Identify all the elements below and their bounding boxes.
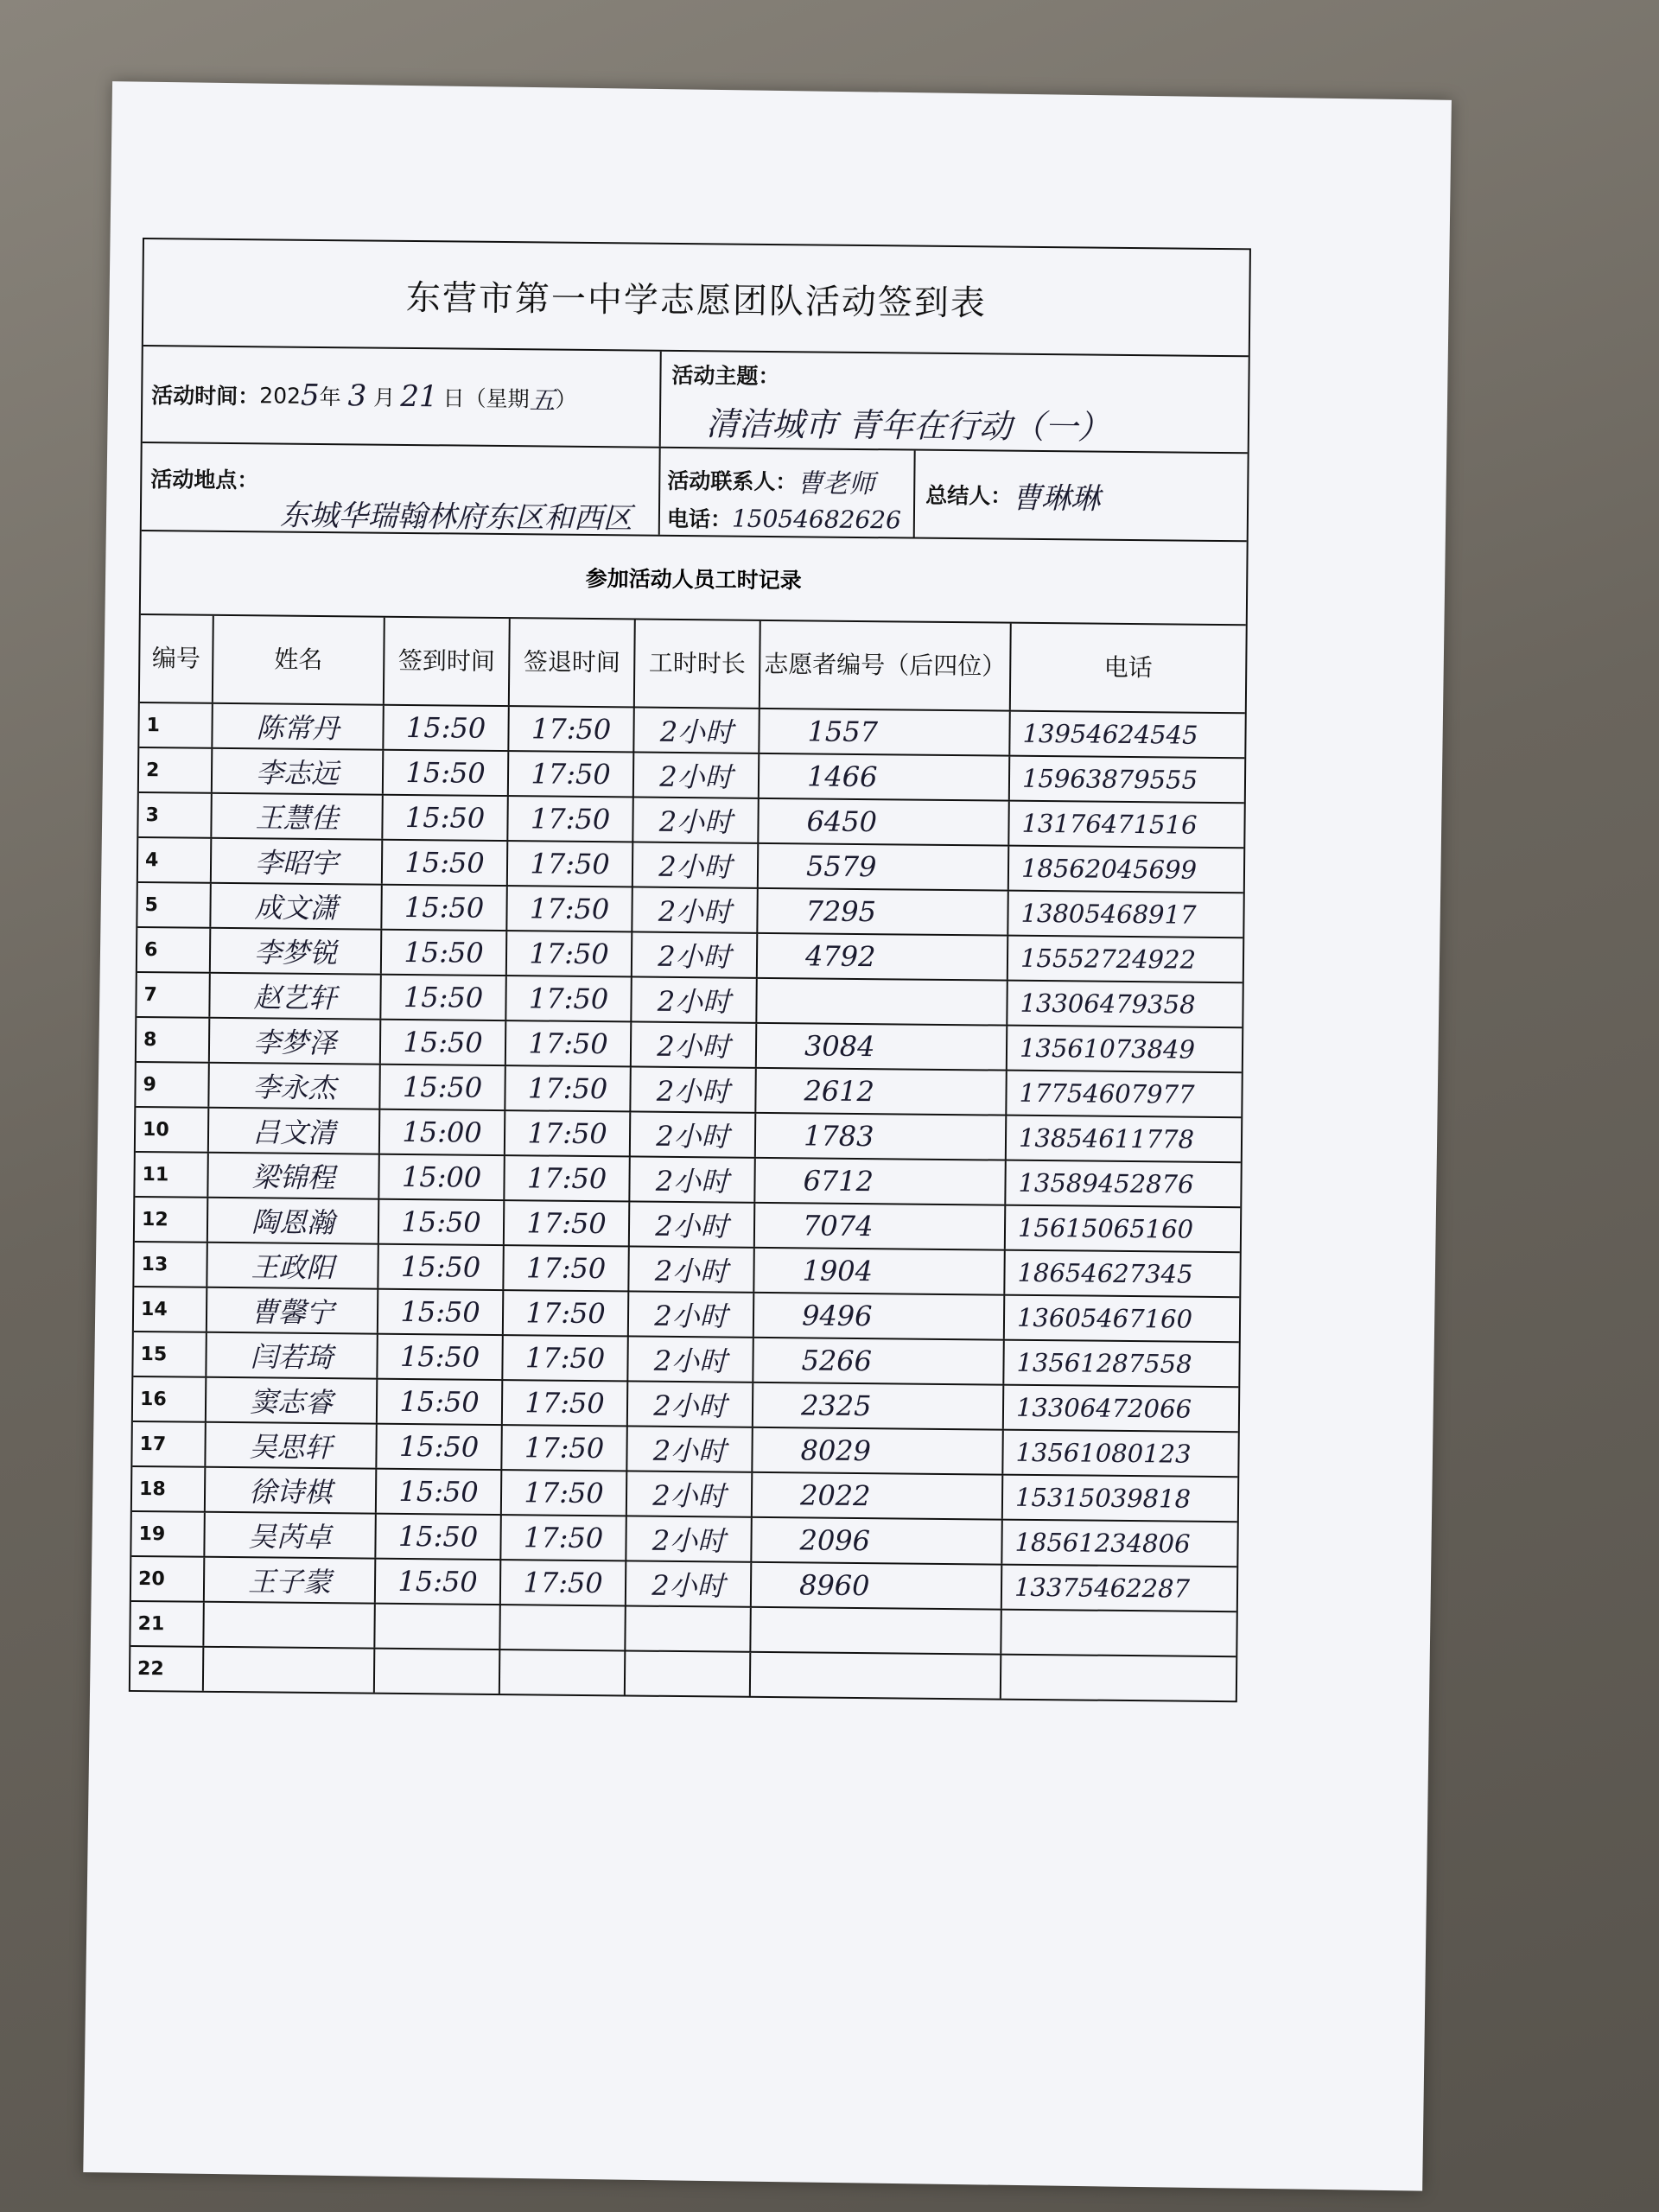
activity-location-cell	[142, 443, 661, 535]
year-suffix: 年	[319, 384, 341, 410]
cell-vid: 6712	[755, 1159, 1006, 1205]
cell-out: 17:50	[505, 1156, 630, 1200]
table-header	[140, 615, 1246, 714]
cell-no: 13	[134, 1243, 207, 1287]
cell-hours: 2小时	[627, 1427, 753, 1471]
cell-no: 9	[136, 1063, 209, 1107]
cell-in: 15:50	[377, 1470, 502, 1514]
cell-out: 17:50	[505, 1201, 630, 1245]
cell-no: 14	[134, 1287, 207, 1332]
cell-name: 徐诗棋	[206, 1468, 377, 1513]
cell-name: 李梦泽	[210, 1019, 381, 1064]
col-header-no: 编号	[140, 615, 214, 702]
cell-tel: 15315039818	[1014, 1482, 1192, 1514]
cell-tel	[1001, 1611, 1236, 1656]
cell-in: 15:50	[376, 1560, 501, 1604]
cell-vid: 5266	[753, 1338, 1004, 1384]
cell-vid: 8960	[752, 1563, 1002, 1609]
activity-summary-cell	[915, 451, 1248, 541]
cell-name: 王慧佳	[212, 794, 383, 839]
cell-no: 17	[132, 1422, 206, 1466]
cell-tel: 13854611778	[1018, 1122, 1195, 1154]
cell-tel: 13176471516	[1021, 808, 1198, 840]
cell-hours: 2小时	[633, 798, 759, 842]
cell-name: 李梦锐	[211, 929, 382, 974]
cell-no: 20	[131, 1557, 205, 1601]
cell-vid	[757, 979, 1007, 1025]
cell-hours: 2小时	[631, 1067, 756, 1111]
cell-out	[500, 1650, 626, 1694]
cell-name: 赵艺轩	[210, 974, 381, 1019]
activity-theme-value: 清洁城市 青年在行动（一）	[705, 404, 1111, 447]
cell-hours	[626, 1606, 751, 1650]
cell-out: 17:50	[507, 887, 632, 931]
cell-out: 17:50	[507, 931, 632, 976]
cell-out: 17:50	[503, 1381, 628, 1425]
sign-in-form	[129, 238, 1251, 1702]
month-suffix: 月	[373, 385, 396, 410]
cell-out: 17:50	[505, 1066, 631, 1110]
cell-out: 17:50	[505, 1111, 631, 1155]
section-title: 参加活动人员工时记录	[141, 531, 1247, 626]
cell-vid: 8029	[753, 1428, 1003, 1474]
cell-vid	[751, 1608, 1001, 1654]
cell-hours	[626, 1651, 751, 1695]
cell-tel: 15615065160	[1017, 1212, 1194, 1244]
cell-name: 成文潇	[211, 884, 382, 929]
cell-out: 17:50	[508, 842, 633, 886]
cell-tel: 13805468917	[1020, 898, 1197, 930]
cell-out: 17:50	[509, 752, 634, 796]
cell-vid: 5579	[759, 844, 1009, 890]
cell-no: 2	[139, 748, 213, 792]
cell-no: 16	[133, 1377, 207, 1421]
cell-in: 15:50	[379, 1200, 505, 1244]
cell-vid: 4792	[758, 934, 1008, 980]
cell-hours: 2小时	[632, 887, 758, 931]
cell-in: 15:50	[378, 1335, 503, 1379]
cell-in: 15:00	[380, 1110, 505, 1154]
cell-vid: 6450	[759, 799, 1009, 845]
cell-out: 17:50	[509, 707, 634, 751]
cell-hours: 2小时	[629, 1292, 754, 1336]
activity-phone-label: 电话：	[666, 505, 733, 532]
cell-name: 陈常丹	[213, 704, 384, 749]
cell-hours: 2小时	[632, 932, 758, 976]
cell-tel: 13375462287	[1014, 1572, 1191, 1604]
cell-name: 李志远	[213, 749, 384, 794]
cell-tel: 18561234806	[1014, 1527, 1191, 1559]
cell-no: 10	[136, 1108, 209, 1152]
cell-out: 17:50	[501, 1516, 626, 1560]
cell-tel: 18654627345	[1017, 1257, 1193, 1289]
activity-contact-value: 曹老师	[797, 468, 875, 500]
cell-tel: 17754607977	[1019, 1077, 1195, 1109]
cell-in: 15:00	[379, 1155, 505, 1199]
cell-in: 15:50	[380, 1065, 505, 1109]
cell-hours: 2小时	[626, 1516, 752, 1560]
cell-out: 17:50	[504, 1246, 629, 1290]
cell-tel: 13306479358	[1020, 988, 1196, 1020]
cell-no: 5	[137, 883, 211, 927]
activity-summary-label: 总结人：	[925, 482, 1013, 509]
cell-hours: 2小时	[631, 1112, 756, 1156]
cell-name: 窦志睿	[207, 1378, 378, 1423]
cell-no: 18	[132, 1467, 206, 1511]
activity-time-year: 5	[300, 378, 320, 413]
info-row-time-theme	[143, 346, 1249, 454]
activity-contact-cell	[660, 448, 916, 537]
cell-hours: 2小时	[634, 753, 760, 797]
col-header-sign-out: 签退时间	[510, 619, 636, 706]
cell-in: 15:50	[383, 841, 508, 885]
cell-name: 李昭宇	[212, 839, 383, 884]
cell-in: 15:50	[384, 706, 509, 750]
cell-tel: 13561287558	[1016, 1347, 1192, 1379]
activity-phone-value: 15054682626	[731, 504, 902, 534]
cell-hours: 2小时	[632, 977, 757, 1021]
cell-no: 3	[138, 793, 212, 837]
cell-no: 21	[130, 1602, 204, 1646]
col-header-hours: 工时时长	[635, 620, 761, 707]
activity-time-cell	[143, 346, 662, 447]
cell-hours: 2小时	[628, 1337, 753, 1381]
table-body	[130, 703, 1245, 1700]
cell-in: 15:50	[382, 931, 507, 975]
day-suffix: 日（星期	[442, 385, 530, 412]
cell-in: 15:50	[382, 886, 507, 930]
cell-hours: 2小时	[634, 708, 760, 752]
activity-theme-cell	[661, 352, 1249, 453]
cell-in: 15:50	[376, 1515, 501, 1559]
activity-time-month: 3	[347, 378, 367, 414]
activity-summary-value: 曹琳琳	[1011, 480, 1101, 517]
cell-name: 梁锦程	[208, 1154, 379, 1198]
cell-name: 吕文清	[209, 1109, 380, 1154]
cell-vid: 7074	[755, 1204, 1006, 1249]
col-header-phone: 电话	[1103, 652, 1153, 683]
cell-name: 闫若琦	[207, 1333, 378, 1378]
cell-tel: 15963879555	[1021, 763, 1198, 795]
cell-no: 22	[130, 1647, 204, 1691]
cell-out	[500, 1605, 626, 1649]
cell-no: 6	[137, 928, 211, 972]
cell-in	[375, 1649, 500, 1694]
cell-in: 15:50	[378, 1380, 503, 1424]
cell-no: 11	[135, 1153, 208, 1197]
cell-in	[375, 1605, 500, 1649]
cell-vid: 2096	[752, 1518, 1002, 1564]
cell-vid: 2612	[756, 1069, 1007, 1115]
cell-name: 李永杰	[209, 1064, 380, 1109]
col-header-sign-in: 签到时间	[385, 618, 511, 705]
form-title: 东营市第一中学志愿团队活动签到表	[143, 239, 1249, 357]
cell-in: 15:50	[381, 1020, 506, 1065]
cell-name	[204, 1648, 375, 1693]
cell-in: 15:50	[378, 1245, 504, 1289]
cell-out: 17:50	[503, 1336, 628, 1380]
col-header-volunteer-id: 志愿者编号（后四位）	[760, 621, 1012, 710]
cell-no: 19	[131, 1512, 205, 1556]
activity-location-label: 活动地点：	[150, 467, 259, 493]
cell-in: 15:50	[381, 976, 506, 1020]
activity-time-weekday: 五	[529, 385, 556, 416]
cell-no: 7	[137, 973, 210, 1017]
cell-no: 12	[135, 1198, 208, 1242]
weekday-close: ）	[555, 386, 577, 412]
cell-hours: 2小时	[626, 1561, 752, 1605]
activity-time-label: 活动时间：	[151, 383, 260, 410]
cell-hours: 2小时	[629, 1247, 754, 1291]
cell-in: 15:50	[383, 796, 508, 840]
activity-theme-label: 活动主题：	[671, 362, 780, 390]
cell-hours: 2小时	[632, 1022, 757, 1066]
cell-vid: 3084	[757, 1024, 1007, 1070]
activity-location-value: 东城华瑞翰林府东区和西区	[279, 498, 633, 537]
cell-vid: 2022	[753, 1473, 1003, 1519]
activity-time-prefix: 202	[259, 382, 302, 409]
cell-name: 陶恩瀚	[208, 1198, 379, 1243]
cell-name: 吴芮卓	[205, 1513, 376, 1558]
cell-hours: 2小时	[633, 842, 759, 887]
cell-out: 17:50	[508, 797, 633, 841]
cell-vid: 1904	[754, 1249, 1005, 1294]
cell-name: 王子蒙	[205, 1558, 376, 1603]
cell-tel: 13561080123	[1015, 1437, 1192, 1469]
cell-vid	[751, 1653, 1001, 1699]
cell-vid: 1783	[756, 1114, 1007, 1160]
cell-out: 17:50	[502, 1471, 627, 1515]
cell-tel: 13306472066	[1015, 1392, 1192, 1424]
activity-time-day: 21	[400, 378, 438, 415]
cell-no: 4	[138, 838, 212, 882]
cell-no: 8	[137, 1018, 210, 1062]
cell-no: 15	[133, 1332, 207, 1376]
info-row-location-contact	[142, 443, 1248, 542]
cell-hours: 2小时	[630, 1157, 755, 1201]
cell-hours: 2小时	[628, 1382, 753, 1426]
cell-vid: 1466	[760, 754, 1010, 800]
activity-contact-label: 活动联系人：	[667, 467, 798, 495]
cell-name: 吴思轩	[206, 1423, 377, 1468]
cell-tel: 13561073849	[1019, 1033, 1196, 1065]
cell-vid: 1557	[760, 709, 1010, 755]
cell-out: 17:50	[506, 1021, 632, 1065]
cell-in: 15:50	[384, 751, 509, 795]
cell-vid: 7295	[758, 889, 1008, 935]
cell-tel	[1001, 1656, 1236, 1701]
cell-out: 17:50	[501, 1560, 626, 1605]
cell-in: 15:50	[377, 1425, 502, 1469]
cell-hours: 2小时	[627, 1471, 753, 1516]
cell-tel: 13589452876	[1018, 1167, 1194, 1199]
cell-in: 15:50	[378, 1290, 504, 1334]
cell-out: 17:50	[504, 1291, 629, 1335]
cell-out: 17:50	[502, 1426, 627, 1470]
cell-tel: 18562045699	[1020, 853, 1198, 885]
cell-vid: 9496	[754, 1294, 1005, 1339]
cell-vid: 2325	[753, 1383, 1004, 1429]
cell-tel: 15552724922	[1020, 943, 1197, 975]
col-header-name: 姓名	[213, 616, 385, 704]
cell-name: 曹馨宁	[207, 1288, 378, 1333]
cell-no: 1	[139, 703, 213, 747]
cell-name: 王政阳	[207, 1243, 378, 1288]
cell-hours: 2小时	[630, 1202, 755, 1246]
cell-name	[204, 1603, 375, 1648]
cell-out: 17:50	[506, 976, 632, 1020]
cell-tel: 13605467160	[1016, 1302, 1193, 1334]
cell-tel: 13954624545	[1022, 718, 1198, 750]
